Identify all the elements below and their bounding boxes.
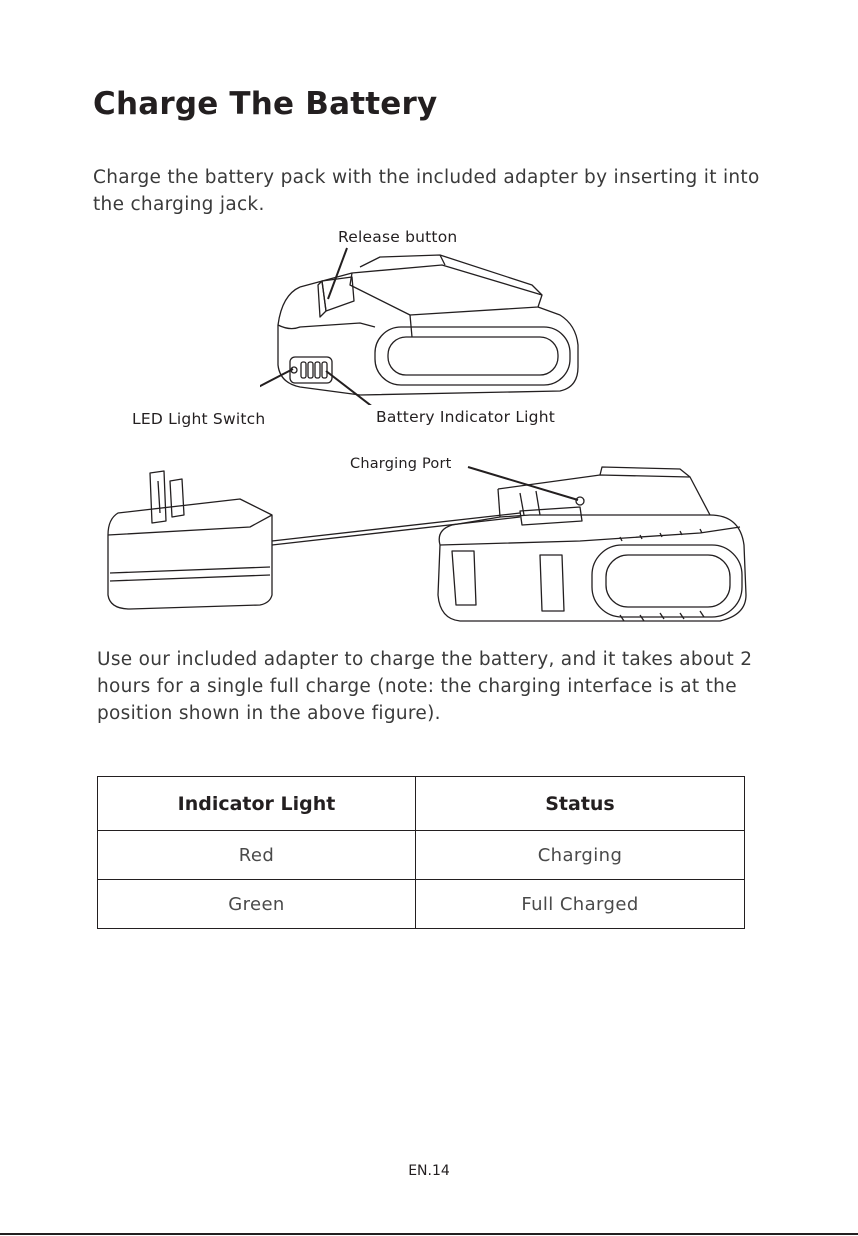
table-row bbox=[98, 831, 745, 880]
charging-paragraph: Use our included adapter to charge the battery, and it takes about 2 hours for a single full charge (note: the charging interface is at the position shown in the above figure). bbox=[97, 649, 753, 724]
battery-indicator-label: Battery Indicator Light bbox=[376, 408, 555, 426]
column-header-status: Status bbox=[416, 777, 745, 831]
table-row bbox=[98, 880, 745, 929]
indicator-cell: Red bbox=[98, 831, 416, 880]
column-header-indicator-light: Indicator Light bbox=[98, 777, 416, 831]
page-title: Charge The Battery bbox=[93, 86, 438, 122]
indicator-cell: Green bbox=[98, 880, 416, 929]
bottom-divider bbox=[0, 1233, 858, 1235]
intro-paragraph: Charge the battery pack with the included adapter by inserting it into the charging jack. bbox=[93, 167, 760, 215]
charger-illustration bbox=[100, 455, 760, 630]
release-button-label: Release button bbox=[338, 228, 458, 246]
charging-port-label: Charging Port bbox=[350, 456, 452, 472]
battery-illustration bbox=[260, 245, 590, 405]
status-cell: Full Charged bbox=[416, 880, 745, 929]
indicator-status-table bbox=[97, 776, 745, 929]
page-number: EN.14 bbox=[408, 1163, 450, 1179]
table-header-row bbox=[98, 777, 745, 831]
led-switch-label: LED Light Switch bbox=[132, 410, 266, 428]
status-cell: Charging bbox=[416, 831, 745, 880]
